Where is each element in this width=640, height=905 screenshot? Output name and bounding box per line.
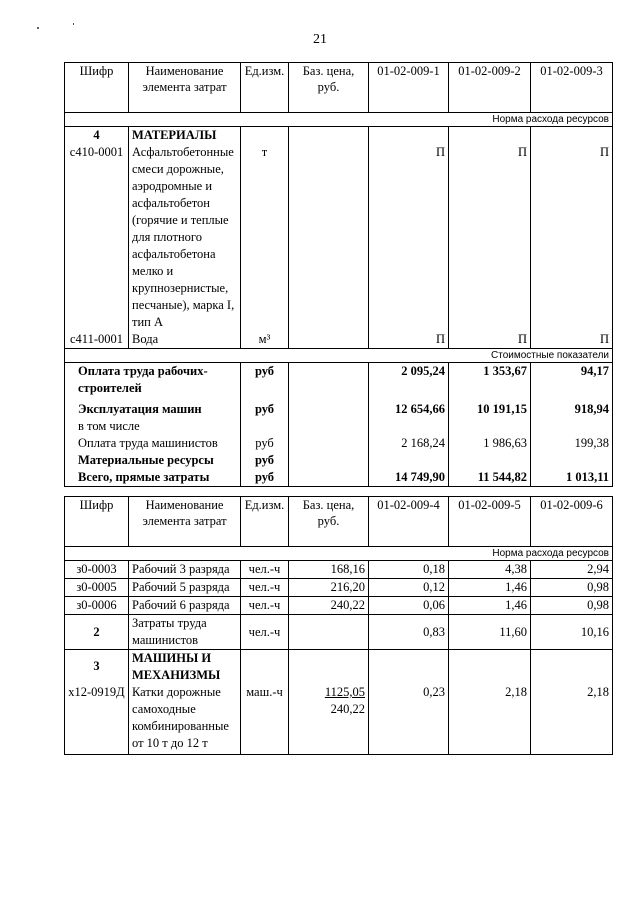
cost-unit: руб	[241, 452, 289, 469]
material-unit: т	[241, 127, 289, 332]
worker-name: Рабочий 6 разряда	[129, 597, 241, 615]
worker-unit: чел.-ч	[241, 597, 289, 615]
band-norm: Норма расхода ресурсов	[65, 547, 613, 561]
cost-row-machines	[65, 397, 613, 435]
cost-row-total	[65, 469, 613, 487]
operators-number: 2	[65, 615, 129, 650]
machine-row	[65, 650, 613, 755]
cost-value-1: 14 749,90	[369, 469, 449, 487]
cost-value-3: 94,17	[531, 363, 613, 398]
worker-name: Рабочий 5 разряда	[129, 579, 241, 597]
material-row	[65, 127, 613, 332]
operators-row	[65, 615, 613, 650]
page-number: 21	[313, 32, 327, 47]
material-value-2: П	[449, 127, 531, 332]
band-row	[65, 113, 613, 127]
cost-value-1: 12 654,66	[369, 397, 449, 435]
machine-value-1: 0,23	[369, 650, 449, 755]
worker-code: з0-0006	[65, 597, 129, 615]
worker-value-1: 0,18	[369, 561, 449, 579]
header-col-3: 01-02-009-3	[531, 63, 613, 113]
header-price: Баз. цена, руб.	[289, 497, 369, 547]
operators-value-1: 0,83	[369, 615, 449, 650]
material-code-cell	[65, 127, 129, 332]
cost-label: Оплата труда рабочих-строителей	[65, 363, 241, 398]
section-title: МАШИНЫ И МЕХАНИЗМЫ	[132, 651, 221, 682]
cost-unit: руб	[241, 397, 289, 435]
worker-unit: чел.-ч	[241, 579, 289, 597]
material-value-3: П	[531, 331, 613, 349]
worker-unit: чел.-ч	[241, 561, 289, 579]
norms-table-machines	[64, 496, 613, 755]
material-price	[289, 127, 369, 332]
header-code: Шифр	[65, 497, 129, 547]
worker-name: Рабочий 3 разряда	[129, 561, 241, 579]
norms-table-materials	[64, 62, 613, 487]
machine-price-main: 1125,05	[324, 685, 365, 699]
cost-label: Оплата труда машинистов	[65, 435, 241, 452]
cost-value-2: 1 353,67	[449, 363, 531, 398]
table-header-row	[65, 63, 613, 113]
cost-label	[65, 397, 241, 435]
worker-value-2: 1,46	[449, 597, 531, 615]
worker-value-2: 4,38	[449, 561, 531, 579]
header-col-4: 01-02-009-4	[369, 497, 449, 547]
operators-value-2: 11,60	[449, 615, 531, 650]
band-row	[65, 547, 613, 561]
cost-value-2: 10 191,15	[449, 397, 531, 435]
header-unit: Ед.изм.	[241, 497, 289, 547]
worker-code: з0-0005	[65, 579, 129, 597]
cost-value-1: 2 168,24	[369, 435, 449, 452]
cost-value-3: 1 013,11	[531, 469, 613, 487]
machine-code-cell	[65, 650, 129, 755]
section-number: 4	[93, 128, 100, 142]
worker-row	[65, 579, 613, 597]
header-name: Наименование элемента затрат	[129, 63, 241, 113]
machine-price-cell	[289, 650, 369, 755]
cost-value-3: 918,94	[531, 397, 613, 435]
header-col-6: 01-02-009-6	[531, 497, 613, 547]
worker-code: з0-0003	[65, 561, 129, 579]
header-col-2: 01-02-009-2	[449, 63, 531, 113]
operators-name: Затраты труда машинистов	[129, 615, 241, 650]
header-code: Шифр	[65, 63, 129, 113]
material-price	[289, 331, 369, 349]
cost-label-machines: Эксплуатация машин	[78, 402, 202, 416]
header-col-5: 01-02-009-5	[449, 497, 531, 547]
machine-value-2: 2,18	[449, 650, 531, 755]
worker-price: 240,22	[289, 597, 369, 615]
cost-value-2: 11 544,82	[449, 469, 531, 487]
material-value-1: П	[369, 331, 449, 349]
worker-row	[65, 561, 613, 579]
cost-unit: руб	[241, 363, 289, 398]
worker-value-3: 2,94	[531, 561, 613, 579]
cost-label: Материальные ресурсы	[65, 452, 241, 469]
material-value-3: П	[531, 127, 613, 332]
band-cost: Стоимостные показатели	[65, 349, 613, 363]
machine-name: Катки дорожные самоходные комбинированные от 10 т до 12 т	[132, 685, 229, 750]
header-col-1: 01-02-009-1	[369, 63, 449, 113]
material-unit: м³	[241, 331, 289, 349]
scan-dot	[73, 23, 74, 25]
cost-label: Всего, прямые затраты	[65, 469, 241, 487]
worker-value-2: 1,46	[449, 579, 531, 597]
material-value-1: П	[369, 127, 449, 332]
band-row	[65, 349, 613, 363]
table-header-row	[65, 497, 613, 547]
section-number: 3	[93, 659, 100, 673]
material-code: с410-0001	[69, 145, 124, 159]
machine-unit: маш.-ч	[241, 650, 289, 755]
header-unit: Ед.изм.	[241, 63, 289, 113]
worker-price: 216,20	[289, 579, 369, 597]
worker-value-3: 0,98	[531, 597, 613, 615]
header-price: Баз. цена, руб.	[289, 63, 369, 113]
material-name: Асфальтобетонные смеси дорожные, аэродромные и асфальтобетон (горячие и теплые для плотного асфальтобетона мелко и крупнозернистые, песчаные), марка I, тип А	[132, 145, 235, 329]
worker-value-3: 0,98	[531, 579, 613, 597]
worker-value-1: 0,06	[369, 597, 449, 615]
header-name: Наименование элемента затрат	[129, 497, 241, 547]
machine-name-cell	[129, 650, 241, 755]
machine-value-3: 2,18	[531, 650, 613, 755]
cost-value-3: 199,38	[531, 435, 613, 452]
cost-value-2: 1 986,63	[449, 435, 531, 452]
operators-unit: чел.-ч	[241, 615, 289, 650]
material-name: Вода	[129, 331, 241, 349]
cost-label-incl: в том числе	[78, 419, 140, 433]
worker-price: 168,16	[289, 561, 369, 579]
cost-value-1: 2 095,24	[369, 363, 449, 398]
section-title: МАТЕРИАЛЫ	[132, 128, 217, 142]
material-name-cell	[129, 127, 241, 332]
machine-price-sub: 240,22	[330, 702, 365, 716]
machine-code: х12-0919Д	[68, 685, 125, 699]
cost-unit: руб	[241, 435, 289, 452]
material-code: с411-0001	[65, 331, 129, 349]
band-norm: Норма расхода ресурсов	[65, 113, 613, 127]
operators-value-3: 10,16	[531, 615, 613, 650]
worker-value-1: 0,12	[369, 579, 449, 597]
cost-row-materials	[65, 452, 613, 469]
material-value-2: П	[449, 331, 531, 349]
scan-dot	[37, 27, 39, 29]
cost-row-operators	[65, 435, 613, 452]
worker-row	[65, 597, 613, 615]
cost-unit: руб	[241, 469, 289, 487]
material-row	[65, 331, 613, 349]
cost-row-labor	[65, 363, 613, 398]
